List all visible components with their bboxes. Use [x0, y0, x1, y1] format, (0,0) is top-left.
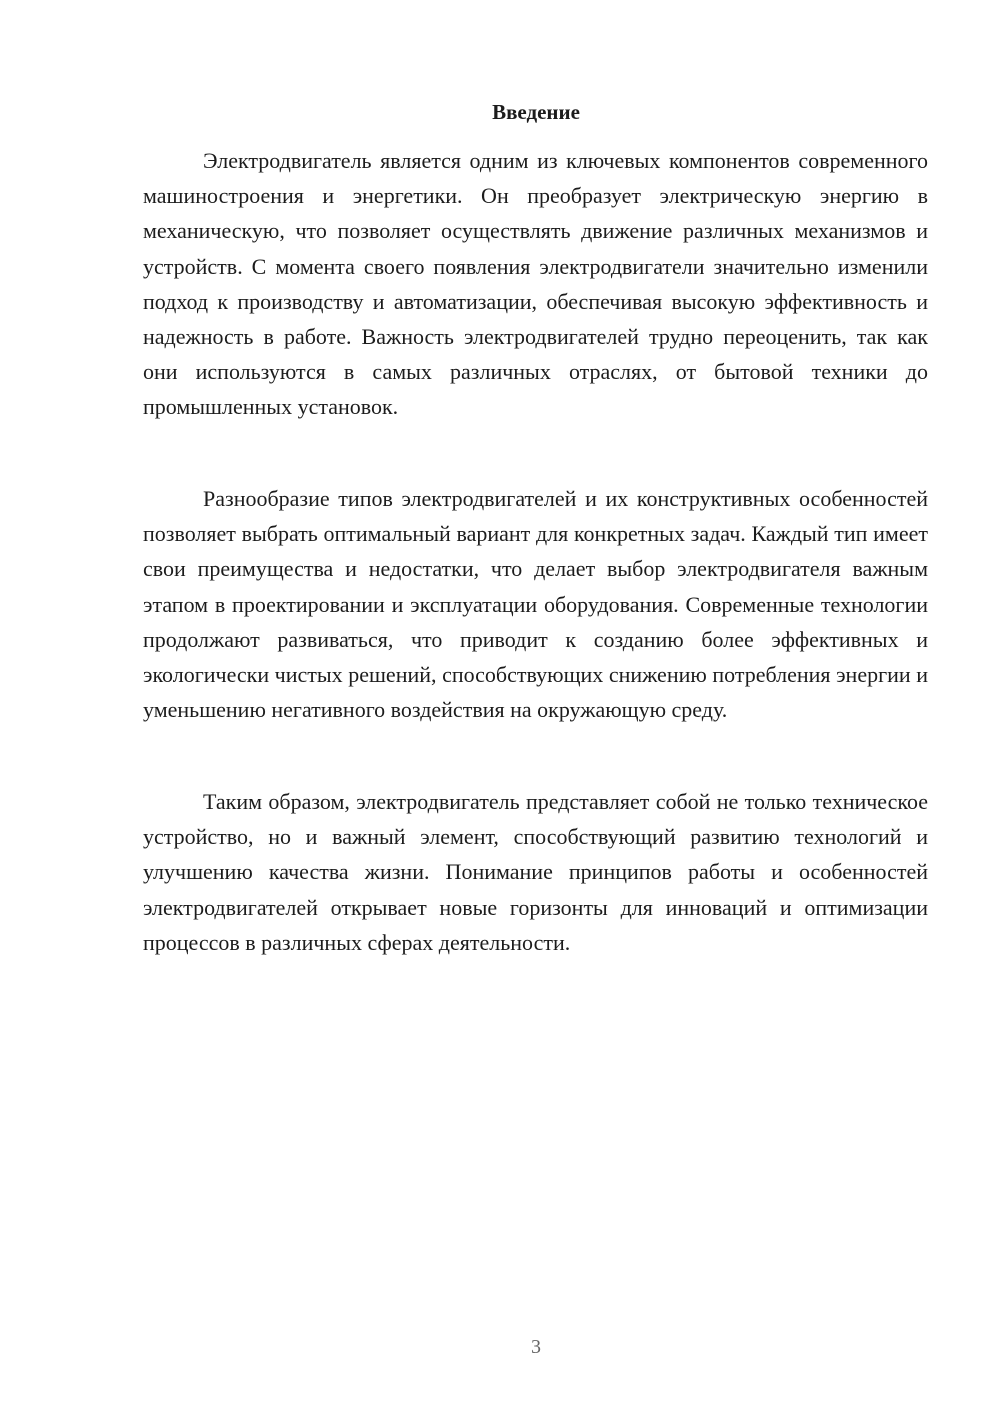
paragraph-1: Электродвигатель является одним из ключевых компонентов современного машиностроения и энергетики. Он преобразует электрическую энергию в механическую, что позволяет осуществлять движение различных механизмов и устройств. С момента своего появления электродвигатели значительно изменили подход к производству и автоматизации, обеспечивая высокую эффективность и надежность в работе. Важность электродвигателей трудно переоценить, так как они используются в самых различных отраслях, от бытовой техники до промышленных установок.: [143, 148, 928, 420]
page-title: Введение: [492, 100, 580, 124]
page-number: 3: [531, 1336, 541, 1358]
paragraph-2: Разнообразие типов электродвигателей и их конструктивных особенностей позволяет выбрать оптимальный вариант для конкретных задач. Каждый тип имеет свои преимущества и недостатки, что делает выбор электродвигателя важным этапом в проектировании и эксплуатации оборудования. Современные технологии продолжают развиваться, что приводит к созданию более эффективных и экологически чистых решений, способствующих снижению потребления энергии и уменьшению негативного воздействия на окружающую среду.: [143, 486, 928, 723]
paragraph-3: Таким образом, электродвигатель представляет собой не только техническое устройство, но и важный элемент, способствующий развитию технологий и улучшению качества жизни. Понимание принципов работы и особенностей электродвигателей открывает новые горизонты для инноваций и оптимизации процессов в различных сферах деятельности.: [143, 789, 928, 955]
